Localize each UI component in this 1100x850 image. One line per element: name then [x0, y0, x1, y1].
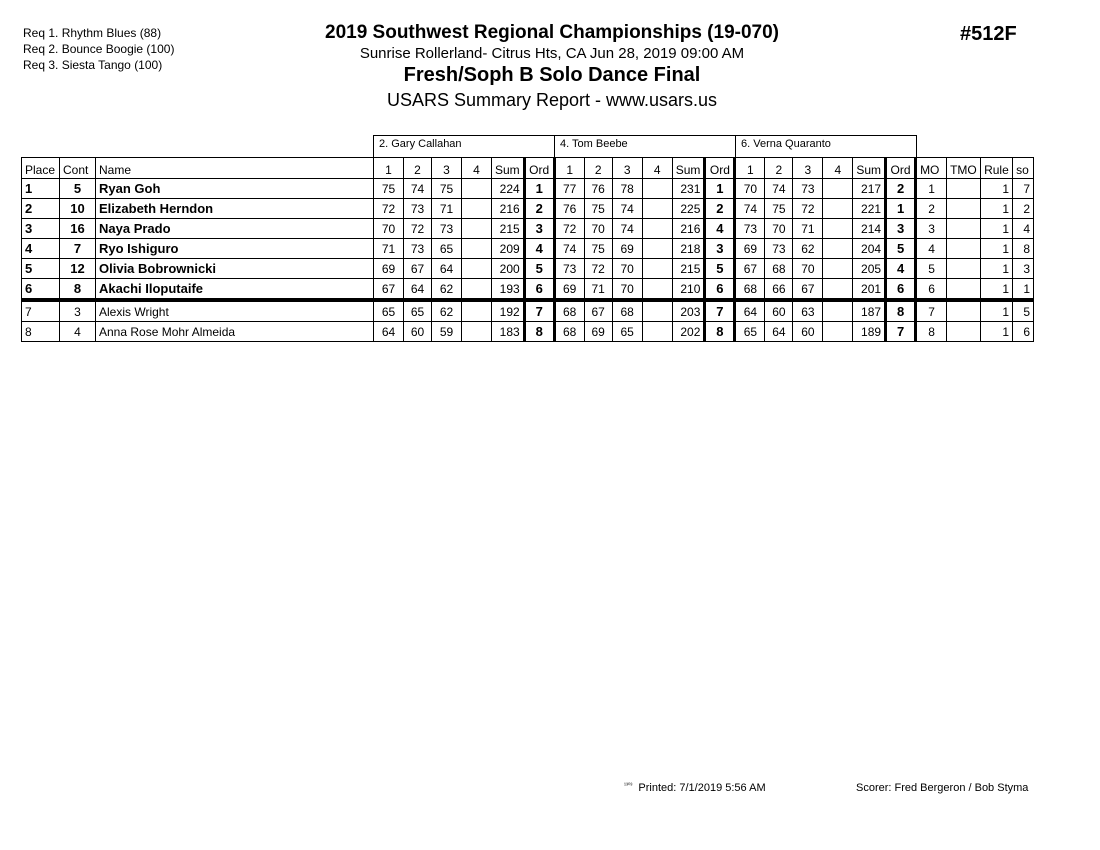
col-header-cont: Cont [60, 158, 96, 179]
skater-name-cell: Ryan Goh [96, 179, 374, 199]
judge3-ordinal-cell: 8 [886, 300, 916, 322]
judge3-score-4-cell [823, 322, 853, 342]
judge2-score-1-cell: 69 [554, 279, 584, 301]
judge2-sum-cell: 216 [672, 219, 705, 239]
place-cell: 5 [22, 259, 60, 279]
rule-cell: 1 [981, 300, 1013, 322]
judge1-score-4-cell [462, 279, 492, 301]
judge2-score-3-cell: 65 [612, 322, 642, 342]
judge2-score-3-cell: 70 [612, 279, 642, 301]
col-header-so: so [1013, 158, 1034, 179]
judge3-score-3-cell: 73 [793, 179, 823, 199]
judge2-score-3-cell: 69 [612, 239, 642, 259]
place-cell: 1 [22, 179, 60, 199]
col-header-judge2-2: 2 [584, 158, 612, 179]
judge1-score-4-cell [462, 239, 492, 259]
judge1-score-2-cell: 64 [404, 279, 432, 301]
judge3-score-3-cell: 72 [793, 199, 823, 219]
rule-cell: 1 [981, 199, 1013, 219]
judge-header-3 [735, 135, 917, 158]
col-header-judge1-sum: Sum [492, 158, 525, 179]
judge3-score-3-cell: 67 [793, 279, 823, 301]
col-header-judge3-3: 3 [793, 158, 823, 179]
judge-name-2: 4. Tom Beebe [560, 138, 628, 150]
judge2-score-2-cell: 69 [584, 322, 612, 342]
col-header-judge1-4: 4 [462, 158, 492, 179]
judge1-sum-cell: 200 [492, 259, 525, 279]
mo-cell: 4 [916, 239, 947, 259]
judge1-score-1-cell: 71 [374, 239, 404, 259]
judge3-ordinal-cell: 7 [886, 322, 916, 342]
tmo-cell [947, 300, 981, 322]
judge3-ordinal-cell: 4 [886, 259, 916, 279]
requirements-list [23, 25, 174, 73]
judge2-score-4-cell [642, 300, 672, 322]
report-title: USARS Summary Report - www.usars.us [386, 90, 718, 110]
judge1-ordinal-cell: 7 [524, 300, 554, 322]
judge2-sum-cell: 215 [672, 259, 705, 279]
judge2-score-2-cell: 75 [584, 239, 612, 259]
judge3-score-3-cell: 60 [793, 322, 823, 342]
contestant-number-cell: 12 [60, 259, 96, 279]
col-header-judge2-sum: Sum [672, 158, 705, 179]
rule-cell: 1 [981, 279, 1013, 301]
judge3-score-4-cell [823, 259, 853, 279]
judge1-sum-cell: 215 [492, 219, 525, 239]
judge1-ordinal-cell: 3 [524, 219, 554, 239]
page-code: ¹³⁰³ [624, 783, 633, 789]
judge3-sum-cell: 205 [853, 259, 886, 279]
table-row [22, 300, 1034, 322]
judge3-score-4-cell [823, 199, 853, 219]
skater-name-cell: Akachi Iloputaife [96, 279, 374, 301]
judge2-score-4-cell [642, 259, 672, 279]
skater-name-cell: Elizabeth Herndon [96, 199, 374, 219]
judge3-score-1-cell: 69 [735, 239, 765, 259]
contestant-number-cell: 7 [60, 239, 96, 259]
judge-header-1 [373, 135, 555, 158]
judge1-ordinal-cell: 5 [524, 259, 554, 279]
judge2-sum-cell: 210 [672, 279, 705, 301]
judge2-ordinal-cell: 6 [705, 279, 735, 301]
contestant-number-cell: 4 [60, 322, 96, 342]
requirement-1: Req 1. Rhythm Blues (88) [23, 26, 162, 40]
col-header-judge1-1: 1 [374, 158, 404, 179]
judge1-score-3-cell: 64 [432, 259, 462, 279]
judge1-sum-cell: 224 [492, 179, 525, 199]
tmo-cell [947, 219, 981, 239]
table-row [22, 219, 1034, 239]
judge1-score-4-cell [462, 322, 492, 342]
judge1-ordinal-cell: 8 [524, 322, 554, 342]
judge3-score-2-cell: 73 [765, 239, 793, 259]
judge3-score-3-cell: 71 [793, 219, 823, 239]
judge2-sum-cell: 202 [672, 322, 705, 342]
judge1-score-4-cell [462, 199, 492, 219]
mo-cell: 2 [916, 199, 947, 219]
mo-cell: 3 [916, 219, 947, 239]
col-header-judge2-4: 4 [642, 158, 672, 179]
judge1-score-1-cell: 69 [374, 259, 404, 279]
judge1-ordinal-cell: 2 [524, 199, 554, 219]
judge1-score-2-cell: 73 [404, 239, 432, 259]
contestant-number-cell: 16 [60, 219, 96, 239]
judge3-score-2-cell: 75 [765, 199, 793, 219]
judge1-score-1-cell: 72 [374, 199, 404, 219]
competition-title: 2019 Southwest Regional Championships (19-070) [325, 22, 779, 43]
judge2-ordinal-cell: 7 [705, 300, 735, 322]
judge2-score-4-cell [642, 179, 672, 199]
so-cell: 7 [1013, 179, 1034, 199]
judge2-score-1-cell: 68 [554, 300, 584, 322]
judge3-sum-cell: 187 [853, 300, 886, 322]
col-header-judge2-ord: Ord [705, 158, 735, 179]
judge3-sum-cell: 204 [853, 239, 886, 259]
place-cell: 6 [22, 279, 60, 301]
judge3-sum-cell: 189 [853, 322, 886, 342]
tmo-cell [947, 179, 981, 199]
skater-name-cell: Olivia Bobrownicki [96, 259, 374, 279]
judge1-score-4-cell [462, 179, 492, 199]
judge1-sum-cell: 193 [492, 279, 525, 301]
judge2-score-4-cell [642, 199, 672, 219]
judge3-ordinal-cell: 5 [886, 239, 916, 259]
judge2-score-4-cell [642, 219, 672, 239]
judge1-score-4-cell [462, 259, 492, 279]
judge3-score-4-cell [823, 300, 853, 322]
col-header-judge3-4: 4 [823, 158, 853, 179]
judge3-score-1-cell: 73 [735, 219, 765, 239]
so-cell: 8 [1013, 239, 1034, 259]
col-header-judge3-1: 1 [735, 158, 765, 179]
judge3-score-1-cell: 68 [735, 279, 765, 301]
judge3-ordinal-cell: 2 [886, 179, 916, 199]
judge2-ordinal-cell: 1 [705, 179, 735, 199]
judge1-score-3-cell: 73 [432, 219, 462, 239]
judge1-score-4-cell [462, 300, 492, 322]
judge3-sum-cell: 217 [853, 179, 886, 199]
results-body [22, 158, 1034, 342]
judge2-ordinal-cell: 4 [705, 219, 735, 239]
judge3-score-2-cell: 74 [765, 179, 793, 199]
judge1-score-2-cell: 60 [404, 322, 432, 342]
col-header-judge3-sum: Sum [853, 158, 886, 179]
judge2-score-1-cell: 72 [554, 219, 584, 239]
judge1-score-4-cell [462, 219, 492, 239]
col-header-rule: Rule [981, 158, 1013, 179]
judge3-score-3-cell: 62 [793, 239, 823, 259]
col-header-judge1-3: 3 [432, 158, 462, 179]
judge2-score-3-cell: 74 [612, 199, 642, 219]
judge2-score-4-cell [642, 279, 672, 301]
tmo-cell [947, 279, 981, 301]
judge1-score-2-cell: 72 [404, 219, 432, 239]
judge3-score-1-cell: 70 [735, 179, 765, 199]
judge2-sum-cell: 203 [672, 300, 705, 322]
judge2-score-2-cell: 72 [584, 259, 612, 279]
table-row [22, 179, 1034, 199]
judge3-score-2-cell: 68 [765, 259, 793, 279]
judge1-ordinal-cell: 4 [524, 239, 554, 259]
contestant-number-cell: 10 [60, 199, 96, 219]
judge2-ordinal-cell: 3 [705, 239, 735, 259]
judge1-sum-cell: 192 [492, 300, 525, 322]
judge1-score-3-cell: 71 [432, 199, 462, 219]
judge-header-2 [554, 135, 736, 158]
judge2-sum-cell: 231 [672, 179, 705, 199]
skater-name-cell: Naya Prado [96, 219, 374, 239]
judge2-score-4-cell [642, 239, 672, 259]
judge2-score-3-cell: 78 [612, 179, 642, 199]
col-header-judge3-2: 2 [765, 158, 793, 179]
col-header-mo: MO [916, 158, 947, 179]
judge2-score-1-cell: 76 [554, 199, 584, 219]
event-code: #512F [960, 23, 1017, 45]
judge3-score-1-cell: 65 [735, 322, 765, 342]
col-header-judge2-3: 3 [612, 158, 642, 179]
tmo-cell [947, 239, 981, 259]
judge2-score-2-cell: 67 [584, 300, 612, 322]
table-row [22, 239, 1034, 259]
judge3-score-4-cell [823, 239, 853, 259]
judge2-score-1-cell: 77 [554, 179, 584, 199]
col-header-name: Name [96, 158, 374, 179]
table-header-row [22, 158, 1034, 179]
judge1-score-2-cell: 74 [404, 179, 432, 199]
judge3-score-4-cell [823, 179, 853, 199]
col-header-tmo: TMO [947, 158, 981, 179]
scorer-credit: Scorer: Fred Bergeron / Bob Styma [856, 782, 1029, 794]
judge1-score-3-cell: 65 [432, 239, 462, 259]
place-cell: 3 [22, 219, 60, 239]
judge2-score-1-cell: 74 [554, 239, 584, 259]
mo-cell: 5 [916, 259, 947, 279]
judge3-ordinal-cell: 1 [886, 199, 916, 219]
judge1-score-1-cell: 70 [374, 219, 404, 239]
judge1-score-2-cell: 67 [404, 259, 432, 279]
tmo-cell [947, 259, 981, 279]
place-cell: 8 [22, 322, 60, 342]
judge2-score-2-cell: 70 [584, 219, 612, 239]
judge3-score-2-cell: 60 [765, 300, 793, 322]
judge1-sum-cell: 209 [492, 239, 525, 259]
rule-cell: 1 [981, 239, 1013, 259]
table-row [22, 279, 1034, 301]
judge1-score-1-cell: 64 [374, 322, 404, 342]
judge1-score-1-cell: 67 [374, 279, 404, 301]
requirement-3: Req 3. Siesta Tango (100) [23, 58, 163, 72]
judge2-score-2-cell: 75 [584, 199, 612, 219]
judge2-ordinal-cell: 8 [705, 322, 735, 342]
judge-name-1: 2. Gary Callahan [379, 138, 462, 150]
judge3-score-4-cell [823, 219, 853, 239]
so-cell: 1 [1013, 279, 1034, 301]
col-header-judge2-1: 1 [554, 158, 584, 179]
table-row [22, 259, 1034, 279]
judge3-score-2-cell: 64 [765, 322, 793, 342]
judge1-score-2-cell: 65 [404, 300, 432, 322]
judge1-sum-cell: 216 [492, 199, 525, 219]
printed-stamp [624, 782, 766, 794]
judge3-score-2-cell: 70 [765, 219, 793, 239]
rule-cell: 1 [981, 259, 1013, 279]
judge3-score-1-cell: 67 [735, 259, 765, 279]
judge2-score-3-cell: 74 [612, 219, 642, 239]
so-cell: 6 [1013, 322, 1034, 342]
judge3-score-3-cell: 70 [793, 259, 823, 279]
table-row [22, 199, 1034, 219]
tmo-cell [947, 322, 981, 342]
judge3-score-2-cell: 66 [765, 279, 793, 301]
contestant-number-cell: 3 [60, 300, 96, 322]
judge2-score-2-cell: 76 [584, 179, 612, 199]
judge3-score-4-cell [823, 279, 853, 301]
judge3-sum-cell: 201 [853, 279, 886, 301]
rule-cell: 1 [981, 219, 1013, 239]
judge1-ordinal-cell: 6 [524, 279, 554, 301]
table-row [22, 322, 1034, 342]
col-header-judge1-ord: Ord [524, 158, 554, 179]
judge2-score-1-cell: 73 [554, 259, 584, 279]
so-cell: 5 [1013, 300, 1034, 322]
so-cell: 4 [1013, 219, 1034, 239]
place-cell: 2 [22, 199, 60, 219]
col-header-judge1-2: 2 [404, 158, 432, 179]
requirement-2: Req 2. Bounce Boogie (100) [23, 42, 175, 56]
judge2-score-2-cell: 71 [584, 279, 612, 301]
judge3-sum-cell: 221 [853, 199, 886, 219]
col-header-place: Place [22, 158, 60, 179]
printed-date: Printed: 7/1/2019 5:56 AM [638, 782, 766, 794]
skater-name-cell: Anna Rose Mohr Almeida [96, 322, 374, 342]
judge1-score-1-cell: 75 [374, 179, 404, 199]
judge2-score-4-cell [642, 322, 672, 342]
mo-cell: 1 [916, 179, 947, 199]
judge2-score-3-cell: 70 [612, 259, 642, 279]
mo-cell: 6 [916, 279, 947, 301]
judge3-ordinal-cell: 3 [886, 219, 916, 239]
judge1-score-2-cell: 73 [404, 199, 432, 219]
judge3-score-3-cell: 63 [793, 300, 823, 322]
judge1-score-3-cell: 62 [432, 279, 462, 301]
judge1-ordinal-cell: 1 [524, 179, 554, 199]
judge2-score-1-cell: 68 [554, 322, 584, 342]
judge1-score-1-cell: 65 [374, 300, 404, 322]
venue-date: Sunrise Rollerland- Citrus Hts, CA Jun 28, 2019 09:00 AM [359, 45, 745, 62]
judge1-score-3-cell: 59 [432, 322, 462, 342]
rule-cell: 1 [981, 179, 1013, 199]
place-cell: 4 [22, 239, 60, 259]
so-cell: 3 [1013, 259, 1034, 279]
judge-name-3: 6. Verna Quaranto [741, 138, 831, 150]
col-header-judge3-ord: Ord [886, 158, 916, 179]
judge2-ordinal-cell: 5 [705, 259, 735, 279]
mo-cell: 8 [916, 322, 947, 342]
judge1-sum-cell: 183 [492, 322, 525, 342]
contestant-number-cell: 8 [60, 279, 96, 301]
skater-name-cell: Alexis Wright [96, 300, 374, 322]
mo-cell: 7 [916, 300, 947, 322]
judge3-ordinal-cell: 6 [886, 279, 916, 301]
judge3-sum-cell: 214 [853, 219, 886, 239]
contestant-number-cell: 5 [60, 179, 96, 199]
judge1-score-3-cell: 75 [432, 179, 462, 199]
judge2-score-3-cell: 68 [612, 300, 642, 322]
skater-name-cell: Ryo Ishiguro [96, 239, 374, 259]
place-cell: 7 [22, 300, 60, 322]
rule-cell: 1 [981, 322, 1013, 342]
judge2-sum-cell: 218 [672, 239, 705, 259]
event-title: Fresh/Soph B Solo Dance Final [403, 64, 701, 86]
results-table [21, 157, 1034, 342]
so-cell: 2 [1013, 199, 1034, 219]
tmo-cell [947, 199, 981, 219]
judge2-sum-cell: 225 [672, 199, 705, 219]
judge2-ordinal-cell: 2 [705, 199, 735, 219]
judge1-score-3-cell: 62 [432, 300, 462, 322]
judge3-score-1-cell: 74 [735, 199, 765, 219]
judge3-score-1-cell: 64 [735, 300, 765, 322]
